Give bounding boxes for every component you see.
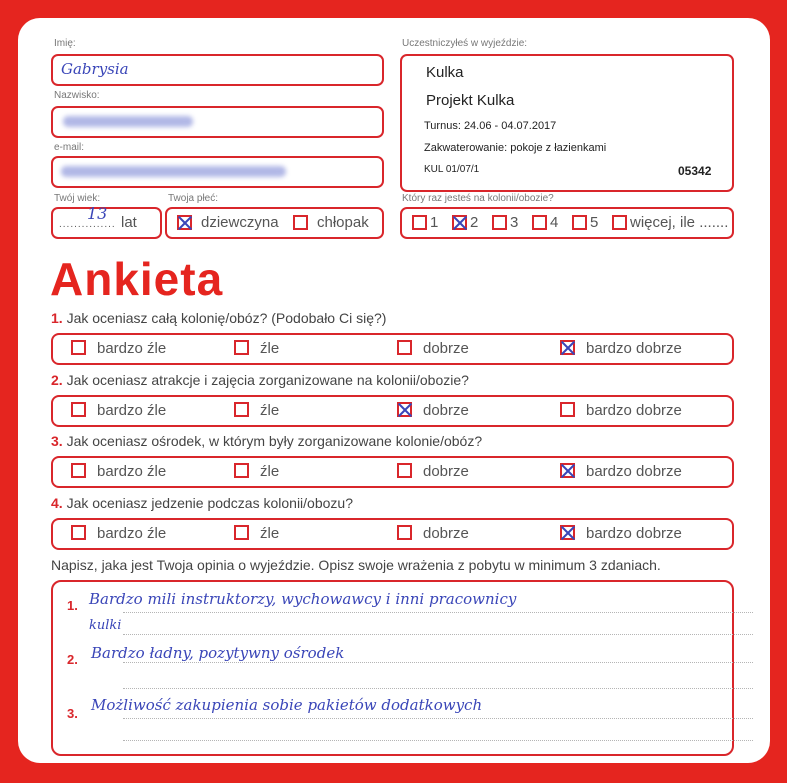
q1-label-very-bad: bardzo źle [97,340,167,357]
q3-option-bad[interactable] [234,463,249,478]
survey-sheet [18,18,770,763]
email-redacted [61,166,286,177]
q1-option-good[interactable] [397,340,412,355]
last-name-label: Nazwisko: [54,90,100,101]
last-name-field[interactable] [51,106,384,138]
times-2-checkbox[interactable] [452,215,467,230]
question-4 [51,495,353,511]
q2-option-very-bad[interactable] [71,402,86,417]
gender-girl-label: dziewczyna [201,214,279,231]
q4-option-good[interactable] [397,525,412,540]
answer-3-number: 3. [67,706,78,721]
times-4-checkbox[interactable] [532,215,547,230]
q2-label-very-bad: bardzo źle [97,402,167,419]
trip-turnus: Turnus: 24.06 - 04.07.2017 [424,120,557,132]
opinion-line [123,612,753,613]
survey-title: Ankieta [50,253,224,305]
answer-3-text: Możliwość zakupienia sobie pakietów dodatkowych [91,696,483,714]
times-more-checkbox[interactable] [612,215,627,230]
age-value: 13 [87,204,108,223]
opinion-line [123,688,753,689]
times-1-checkbox[interactable] [412,215,427,230]
age-unit: lat [121,214,137,231]
trip-info-box [400,54,734,192]
first-name-label: Imię: [54,38,76,49]
times-2-label: 2 [470,214,479,231]
gender-girl-checkbox[interactable] [177,215,192,230]
opinion-textarea[interactable] [51,580,734,756]
opinion-line [123,662,753,663]
q4-label-very-good: bardzo dobrze [586,525,682,542]
q2-option-bad[interactable] [234,402,249,417]
q1-option-very-good[interactable] [560,340,575,355]
gender-boy-label: chłopak [317,214,369,231]
opinion-line [123,740,753,741]
times-5-label: 5 [590,214,599,231]
question-1 [51,310,386,326]
question-1-text: Jak oceniasz całą kolonię/obóz? (Podobało Ci się?) [66,310,387,326]
email-field[interactable] [51,156,384,188]
last-name-redacted [63,116,193,127]
question-4-answers [51,518,734,550]
answer-2-number: 2. [67,652,78,667]
q4-option-very-bad[interactable] [71,525,86,540]
times-field [400,207,734,239]
q3-option-good[interactable] [397,463,412,478]
question-1-number: 1. [51,310,63,326]
age-dots: ............... [59,219,116,230]
question-3-answers [51,456,734,488]
trip-code: KUL 01/07/1 [424,164,480,175]
q1-option-very-bad[interactable] [71,340,86,355]
gender-boy-checkbox[interactable] [293,215,308,230]
answer-1-number: 1. [67,598,78,613]
trip-project: Projekt Kulka [426,92,515,109]
q1-label-very-good: bardzo dobrze [586,340,682,357]
age-field[interactable] [51,204,162,239]
q2-label-bad: źle [260,402,280,419]
q3-label-very-good: bardzo dobrze [586,463,682,480]
times-5-checkbox[interactable] [572,215,587,230]
trip-name: Kulka [426,64,464,81]
q1-label-bad: źle [260,340,280,357]
q4-label-good: dobrze [423,525,469,542]
trip-accommodation: Zakwaterowanie: pokoje z łazienkami [424,142,607,154]
times-1-label: 1 [430,214,439,231]
question-2 [51,372,469,388]
q4-option-very-good[interactable] [560,525,575,540]
times-3-checkbox[interactable] [492,215,507,230]
times-4-label: 4 [550,214,559,231]
opinion-line [123,634,753,635]
opinion-line [123,718,753,719]
question-3 [51,433,482,449]
q1-option-bad[interactable] [234,340,249,355]
question-3-text: Jak oceniasz ośrodek, w którym były zorganizowane kolonie/obóz? [66,433,483,449]
participated-label: Uczestniczyłeś w wyjeździe: [402,38,528,49]
q3-label-very-bad: bardzo źle [97,463,167,480]
q2-option-very-good[interactable] [560,402,575,417]
first-name-value: Gabrysia [61,60,129,78]
times-more-label: więcej, ile ....... [630,214,729,231]
email-label: e-mail: [54,142,85,153]
times-3-label: 3 [510,214,519,231]
q3-label-bad: źle [260,463,280,480]
q3-option-very-bad[interactable] [71,463,86,478]
question-2-answers [51,395,734,427]
question-1-answers [51,333,734,365]
question-4-number: 4. [51,495,63,511]
gender-field [165,207,384,239]
q3-label-good: dobrze [423,463,469,480]
answer-1-continuation: kulki [89,618,122,633]
q4-label-bad: źle [260,525,280,542]
answer-1-text: Bardzo mili instruktorzy, wychowawcy i inni pracownicy [89,590,517,608]
times-label: Który raz jesteś na kolonii/obozie? [402,193,554,204]
age-label: Twój wiek: [54,193,101,204]
q4-option-bad[interactable] [234,525,249,540]
q2-label-good: dobrze [423,402,469,419]
gender-label: Twoja płeć: [168,193,219,204]
answer-2-text: Bardzo ładny, pozytywny ośrodek [91,644,345,662]
q2-option-good[interactable] [397,402,412,417]
q3-option-very-good[interactable] [560,463,575,478]
first-name-field[interactable] [51,54,384,86]
q2-label-very-good: bardzo dobrze [586,402,682,419]
opinion-prompt: Napisz, jaka jest Twoja opinia o wyjeździe. Opisz swoje wrażenia z pobytu w minimum 3 zdaniach. [51,557,661,573]
question-3-number: 3. [51,433,63,449]
question-2-number: 2. [51,372,63,388]
question-4-text: Jak oceniasz jedzenie podczas kolonii/obozu? [66,495,353,511]
q1-label-good: dobrze [423,340,469,357]
trip-number: 05342 [678,164,712,178]
q4-label-very-bad: bardzo źle [97,525,167,542]
question-2-text: Jak oceniasz atrakcje i zajęcia zorganizowane na kolonii/obozie? [66,372,469,388]
